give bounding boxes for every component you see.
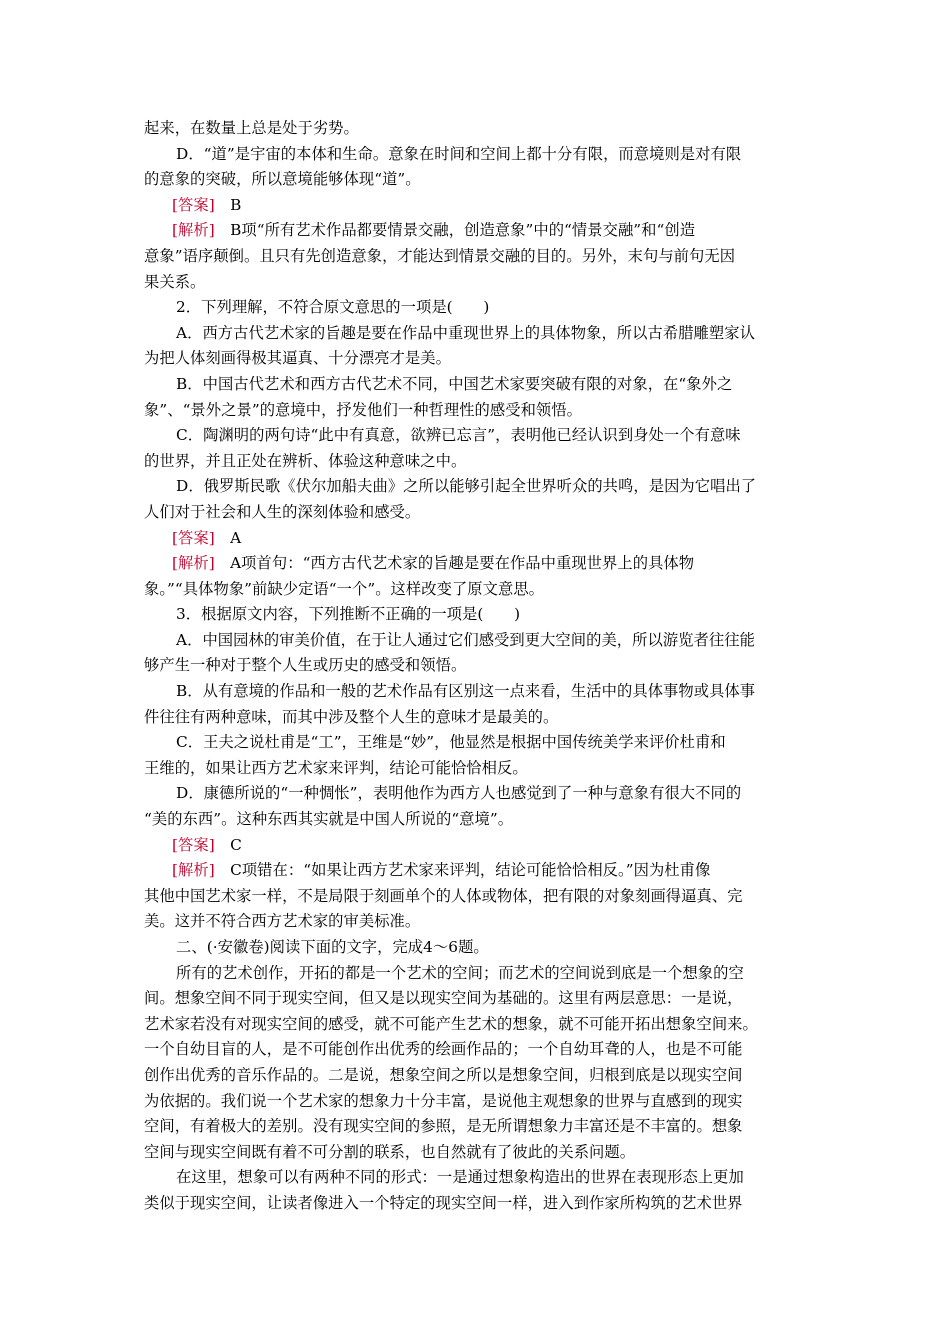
line-text: D．“道”是宇宙的本体和生命。意象在时间和空间上都十分有限，而意境则是对有限 [176, 144, 742, 163]
answer-label: [答案] [172, 835, 215, 854]
line [144, 577, 806, 603]
line [144, 449, 806, 475]
line [144, 653, 806, 679]
option-3d [144, 781, 806, 807]
line-text: 够产生一种对于整个人生或历史的感受和领悟。 [144, 656, 467, 675]
line-text: A．西方古代艺术家的旨趣是要在作品中重现世界上的具体物象，所以古希腊雕塑家认 [176, 323, 755, 342]
analysis-1 [144, 218, 806, 244]
analysis-label: [解析] [172, 554, 215, 573]
option-2c [144, 423, 806, 449]
line-text: A．中国园林的审美价值，在于让人通过它们感受到更大空间的美，所以游览者往往能 [176, 630, 755, 649]
line [144, 346, 806, 372]
line [144, 1012, 806, 1038]
line-text: 2．下列理解，不符合原文意思的一项是( ) [176, 298, 490, 317]
option-2d [144, 474, 806, 500]
line-text: 意象”语序颠倒。且只有先创造意象，才能达到情景交融的目的。另外，末句与前句无因 [144, 246, 736, 265]
line-text: C [214, 835, 242, 854]
line-text: A项首句：“西方古代艺术家的旨趣是要在作品中重现世界上的具体物 [214, 554, 695, 573]
line [144, 705, 806, 731]
analysis-2 [144, 551, 806, 577]
option-1d [144, 142, 806, 168]
line-text: 空间与现实空间既有着不可分割的联系，也自然就有了彼此的关系问题。 [144, 1142, 636, 1161]
line-text: 起来，在数量上总是处于劣势。 [144, 119, 359, 137]
line-text: B项“所有艺术作品都要情景交融，创造意象”中的“情景交融”和“创造 [214, 221, 696, 240]
question-3 [144, 602, 806, 628]
analysis-label: [解析] [172, 221, 215, 240]
line-text: 艺术家若没有对现实空间的感受，就不可能产生艺术的想象，就不可能开拓出想象空间来。 [144, 1014, 758, 1033]
line [144, 909, 806, 935]
option-2a [144, 321, 806, 347]
line-text: 为依据的。我们说一个艺术家的想象力十分丰富，是说他主观想象的世界与直感到的现实 [144, 1091, 743, 1110]
line-text: 人们对于社会和人生的深刻体验和感受。 [144, 502, 421, 521]
line [144, 1089, 806, 1115]
line-text: 二、(·安徽卷)阅读下面的文字，完成4～6题。 [176, 938, 489, 956]
line-text: 的世界，并且正处在辨析、体验这种意味之中。 [144, 451, 467, 470]
line [144, 244, 806, 270]
line-text: B．中国古代艺术和西方古代艺术不同，中国艺术家要突破有限的对象，在“象外之 [176, 374, 733, 393]
line-text: “美的东西”。这种东西其实就是中国人所说的“意境”。 [144, 810, 514, 829]
line [144, 986, 806, 1012]
line-text: A [214, 528, 242, 547]
line [144, 756, 806, 782]
line [144, 884, 806, 910]
line-text: B．从有意境的作品和一般的艺术作品有区别这一点来看，生活中的具体事物或具体事 [176, 682, 756, 701]
section-2-heading [144, 935, 806, 961]
line-text: 在这里，想象可以有两种不同的形式：一是通过想象构造出的世界在表现形态上更加 [176, 1168, 744, 1187]
line [144, 398, 806, 424]
analysis-label: [解析] [172, 861, 215, 880]
line-text: 件往往有两种意味，而其中涉及整个人生的意味才是最美的。 [144, 707, 559, 726]
option-3b [144, 679, 806, 705]
line-text: 所有的艺术创作，开拓的都是一个艺术的空间；而艺术的空间说到底是一个想象的空 [176, 963, 744, 982]
analysis-3 [144, 858, 806, 884]
line-text: 3．根据原文内容，下列推断不正确的一项是( ) [176, 605, 521, 624]
line [144, 807, 806, 833]
answer-label: [答案] [172, 528, 215, 547]
line-text: 象。”“具体物象”前缺少定语“一个”。这样改变了原文意思。 [144, 579, 545, 598]
answer-label: [答案] [172, 195, 215, 214]
line-text: 其他中国艺术家一样，不是局限于刻画单个的人体或物体，把有限的对象刻画得逼真、完 [144, 886, 743, 905]
line [144, 1191, 806, 1217]
line [144, 500, 806, 526]
line-text: 象”、“景外之景”的意境中，抒发他们一种哲理性的感受和领悟。 [144, 400, 582, 419]
line-text: 创作出优秀的音乐作品的。二是说，想象空间之所以是想象空间，归根到底是以现实空间 [144, 1065, 743, 1084]
option-3a [144, 628, 806, 654]
line-text: 美。这并不符合西方艺术家的审美标准。 [144, 912, 421, 931]
answer-1 [144, 193, 806, 219]
passage-p1 [144, 961, 806, 987]
line [144, 1114, 806, 1140]
line-text: C项错在：“如果让西方艺术家来评判，结论可能恰恰相反。”因为杜甫像 [214, 861, 711, 880]
line [144, 1140, 806, 1166]
line-text: 为把人体刻画得极其逼真、十分漂亮才是美。 [144, 349, 451, 368]
line [144, 1063, 806, 1089]
line-text: 果关系。 [144, 272, 206, 291]
line-text: C．陶渊明的两句诗“此中有真意，欲辨已忘言”，表明他已经认识到身处一个有意味 [176, 426, 741, 445]
line [144, 1037, 806, 1063]
option-3c [144, 730, 806, 756]
line-text: D．康德所说的“一种惆怅”，表明他作为西方人也感觉到了一种与意象有很大不同的 [176, 784, 742, 803]
document-page [144, 116, 806, 1217]
line-text: 一个自幼目盲的人，是不可能创作出优秀的绘画作品的；一个自幼耳聋的人，也是不可能 [144, 1040, 743, 1059]
answer-2 [144, 526, 806, 552]
question-2 [144, 295, 806, 321]
line-text: D．俄罗斯民歌《伏尔加船夫曲》之所以能够引起全世界听众的共鸣，是因为它唱出了 [176, 477, 757, 496]
line-text: B [214, 195, 242, 214]
line-text: C．王夫之说杜甫是“工”，王维是“妙”，他显然是根据中国传统美学来评价杜甫和 [176, 733, 726, 752]
line-text: 的意象的突破，所以意境能够体现“道”。 [144, 170, 421, 189]
line [144, 270, 806, 296]
line-text: 空间，有着极大的差别。没有现实空间的参照，是无所谓想象力丰富还是不丰富的。想象 [144, 1117, 743, 1136]
line [144, 167, 806, 193]
passage-p2 [144, 1165, 806, 1191]
line-text: 王维的，如果让西方艺术家来评判，结论可能恰恰相反。 [144, 758, 528, 777]
line-text: 间。想象空间不同于现实空间，但又是以现实空间为基础的。这里有两层意思：一是说， [144, 989, 743, 1008]
answer-3 [144, 833, 806, 859]
option-2b [144, 372, 806, 398]
line [144, 116, 806, 142]
line-text: 类似于现实空间，让读者像进入一个特定的现实空间一样，进入到作家所构筑的艺术世界 [144, 1193, 743, 1212]
